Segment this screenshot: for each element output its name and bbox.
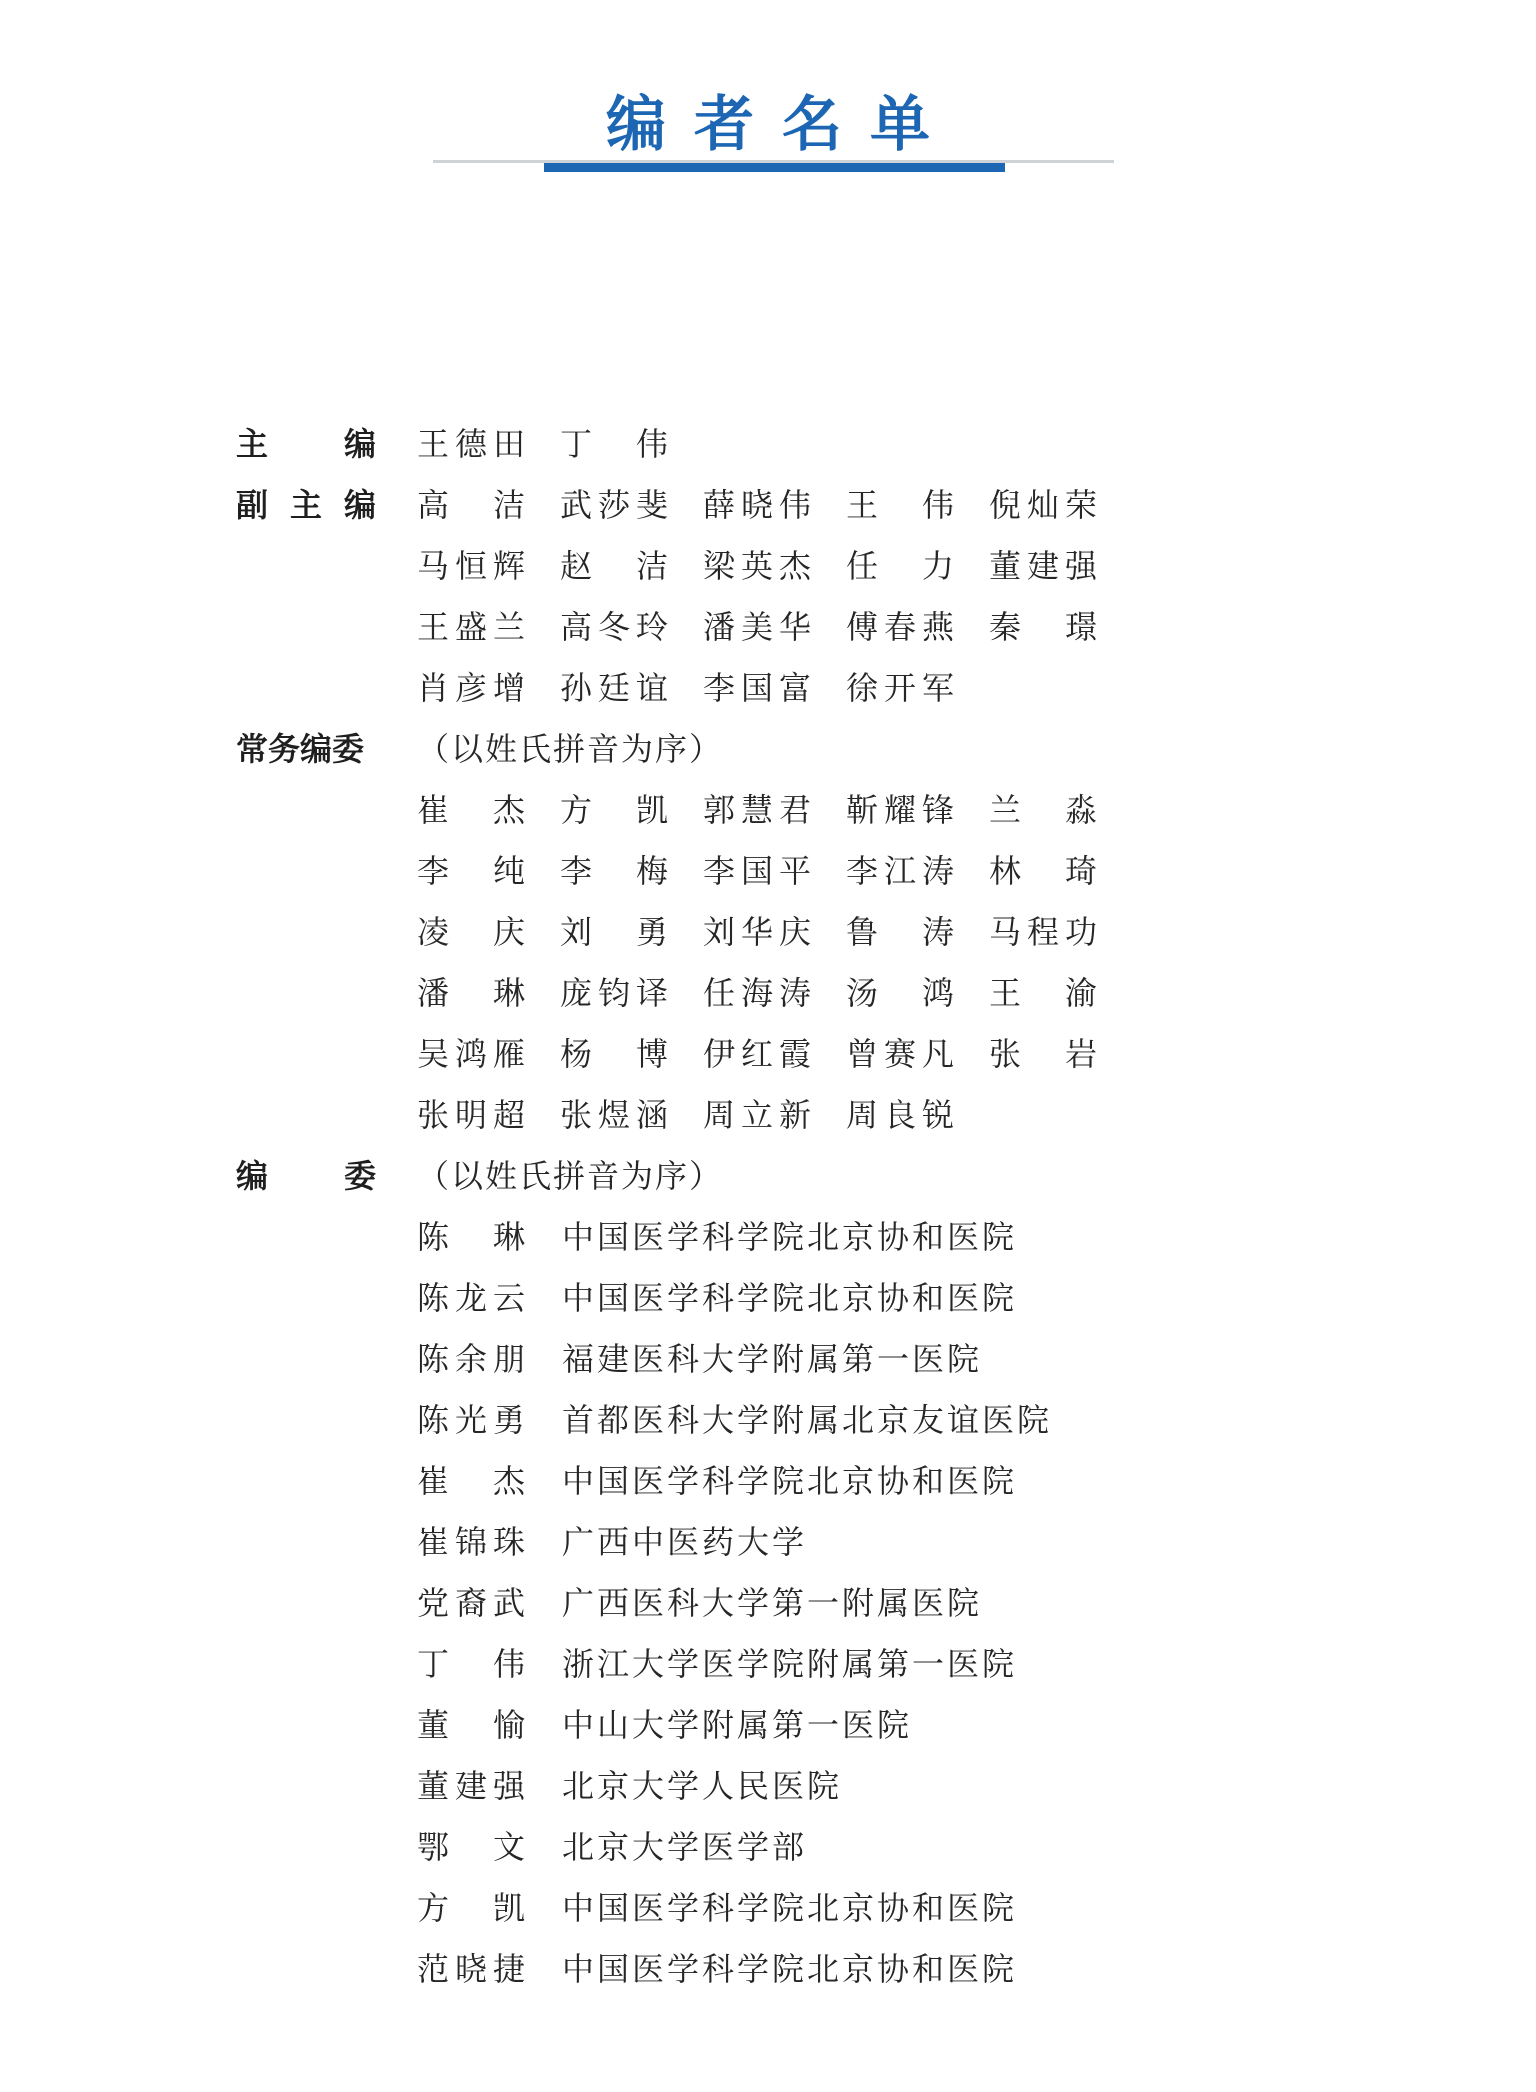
- person-name: 崔 杰: [417, 1462, 525, 1500]
- member-row: [417, 1939, 1132, 2000]
- person-name: 肖 彦 增: [417, 669, 525, 707]
- person-name: 汤 鸿: [846, 974, 954, 1012]
- person-name: 徐 开 军: [846, 669, 954, 707]
- person-name: 王 德 田: [417, 425, 525, 463]
- member-row: [417, 1451, 1132, 1512]
- member-affiliation: 中山大学附属第一医院: [562, 1706, 913, 1744]
- person-name: 王 盛 兰: [417, 608, 525, 646]
- person-name: 丁 伟: [560, 425, 668, 463]
- name-row: [417, 475, 1132, 536]
- person-name: 杨 博: [560, 1035, 668, 1073]
- name-row: [417, 1024, 1132, 1085]
- deputy-editors-names: [417, 475, 1132, 719]
- person-name: 董 建 强: [417, 1767, 525, 1805]
- name-row: [417, 536, 1132, 597]
- person-name: 李 国 富: [703, 669, 811, 707]
- member-row: [417, 1573, 1132, 1634]
- member-row: [417, 1695, 1132, 1756]
- person-name: 张 明 超: [417, 1096, 525, 1134]
- person-name: 潘 美 华: [703, 608, 811, 646]
- member-row: [417, 1512, 1132, 1573]
- chief-editors-names: [417, 414, 1132, 475]
- person-name: 靳 耀 锋: [846, 791, 954, 829]
- person-name: 李 纯: [417, 852, 525, 890]
- member-affiliation: 中国医学科学院北京协和医院: [562, 1218, 1018, 1256]
- person-name: 曾 赛 凡: [846, 1035, 954, 1073]
- person-name: 伊 红 霞: [703, 1035, 811, 1073]
- person-name: 董 建 强: [989, 547, 1097, 585]
- member-row: [417, 1756, 1132, 1817]
- person-name: 马 程 功: [989, 913, 1097, 951]
- person-name: 薛 晓 伟: [703, 486, 811, 524]
- person-name: 孙 廷 谊: [560, 669, 668, 707]
- person-name: 党 裔 武: [417, 1584, 525, 1622]
- member-affiliation: 北京大学医学部: [562, 1828, 808, 1866]
- person-name: 赵 洁: [560, 547, 668, 585]
- members-label: 编 委: [236, 1157, 376, 1195]
- person-name: 张 煜 涵: [560, 1096, 668, 1134]
- chief-editors-label: 主 编: [236, 425, 376, 463]
- person-name: 丁 伟: [417, 1645, 525, 1683]
- person-name: 凌 庆: [417, 913, 525, 951]
- standing-members-section: [236, 719, 1132, 1146]
- member-affiliation: 中国医学科学院北京协和医院: [562, 1889, 1018, 1927]
- member-affiliation: 北京大学人民医院: [562, 1767, 843, 1805]
- person-name: 武 莎 斐: [560, 486, 668, 524]
- person-name: 马 恒 辉: [417, 547, 525, 585]
- member-row: [417, 1268, 1132, 1329]
- name-row: [417, 658, 1132, 719]
- member-affiliation: 中国医学科学院北京协和医院: [562, 1950, 1018, 1988]
- person-name: 李 梅: [560, 852, 668, 890]
- member-affiliation: 浙江大学医学院附属第一医院: [562, 1645, 1018, 1683]
- member-affiliation: 广西中医药大学: [562, 1523, 808, 1561]
- editor-list: [236, 414, 1132, 2000]
- name-row: [417, 1085, 1132, 1146]
- person-name: 陈 光 勇: [417, 1401, 525, 1439]
- name-row: [417, 597, 1132, 658]
- person-name: 张 岩: [989, 1035, 1097, 1073]
- person-name: 高 洁: [417, 486, 525, 524]
- person-name: 庞 钧 译: [560, 974, 668, 1012]
- person-name: 崔 杰: [417, 791, 525, 829]
- person-name: 高 冬 玲: [560, 608, 668, 646]
- person-name: 傅 春 燕: [846, 608, 954, 646]
- person-name: 鄂 文: [417, 1828, 525, 1866]
- person-name: 陈 龙 云: [417, 1279, 525, 1317]
- page-title: 编者名单: [606, 90, 958, 160]
- person-name: 任 力: [846, 547, 954, 585]
- member-row: [417, 1817, 1132, 1878]
- person-name: 周 立 新: [703, 1096, 811, 1134]
- name-row: [417, 841, 1132, 902]
- person-name: 刘 勇: [560, 913, 668, 951]
- person-name: 董 愉: [417, 1706, 525, 1744]
- deputy-editors-section: [236, 475, 1132, 719]
- person-name: 任 海 涛: [703, 974, 811, 1012]
- member-affiliation: 首都医科大学附属北京友谊医院: [562, 1401, 1053, 1439]
- member-affiliation: 中国医学科学院北京协和医院: [562, 1279, 1018, 1317]
- member-affiliation: 广西医科大学第一附属医院: [562, 1584, 983, 1622]
- member-row: [417, 1390, 1132, 1451]
- standing-members-names: [417, 780, 1132, 1146]
- chief-editors-section: [236, 414, 1132, 475]
- member-row: [417, 1878, 1132, 1939]
- person-name: 秦 璟: [989, 608, 1097, 646]
- name-row: [417, 780, 1132, 841]
- person-name: 李 国 平: [703, 852, 811, 890]
- person-name: 陈 余 朋: [417, 1340, 525, 1378]
- person-name: 陈 琳: [417, 1218, 525, 1256]
- person-name: 崔 锦 珠: [417, 1523, 525, 1561]
- member-row: [417, 1207, 1132, 1268]
- member-affiliation: 福建医科大学附属第一医院: [562, 1340, 983, 1378]
- standing-members-note: （以姓氏拼音为序）: [417, 730, 724, 768]
- person-name: 郭 慧 君: [703, 791, 811, 829]
- name-row: [417, 963, 1132, 1024]
- person-name: 王 渝: [989, 974, 1097, 1012]
- person-name: 倪 灿 荣: [989, 486, 1097, 524]
- title-underline-blue: [544, 163, 1005, 172]
- person-name: 周 良 锐: [846, 1096, 954, 1134]
- members-list: [417, 1207, 1132, 2000]
- person-name: 吴 鸿 雁: [417, 1035, 525, 1073]
- name-row: [417, 902, 1132, 963]
- person-name: 鲁 涛: [846, 913, 954, 951]
- member-row: [417, 1634, 1132, 1695]
- member-row: [417, 1329, 1132, 1390]
- name-row: [417, 414, 1132, 475]
- person-name: 王 伟: [846, 486, 954, 524]
- members-section: [236, 1146, 1132, 2000]
- members-note: （以姓氏拼音为序）: [417, 1157, 724, 1195]
- member-affiliation: 中国医学科学院北京协和医院: [562, 1462, 1018, 1500]
- person-name: 刘 华 庆: [703, 913, 811, 951]
- person-name: 范 晓 捷: [417, 1950, 525, 1988]
- person-name: 潘 琳: [417, 974, 525, 1012]
- person-name: 方 凯: [417, 1889, 525, 1927]
- deputy-editors-label: 副 主 编: [236, 486, 376, 524]
- person-name: 兰 淼: [989, 791, 1097, 829]
- person-name: 方 凯: [560, 791, 668, 829]
- person-name: 李 江 涛: [846, 852, 954, 890]
- person-name: 林 琦: [989, 852, 1097, 890]
- standing-members-label: 常务编委: [236, 730, 365, 768]
- person-name: 梁 英 杰: [703, 547, 811, 585]
